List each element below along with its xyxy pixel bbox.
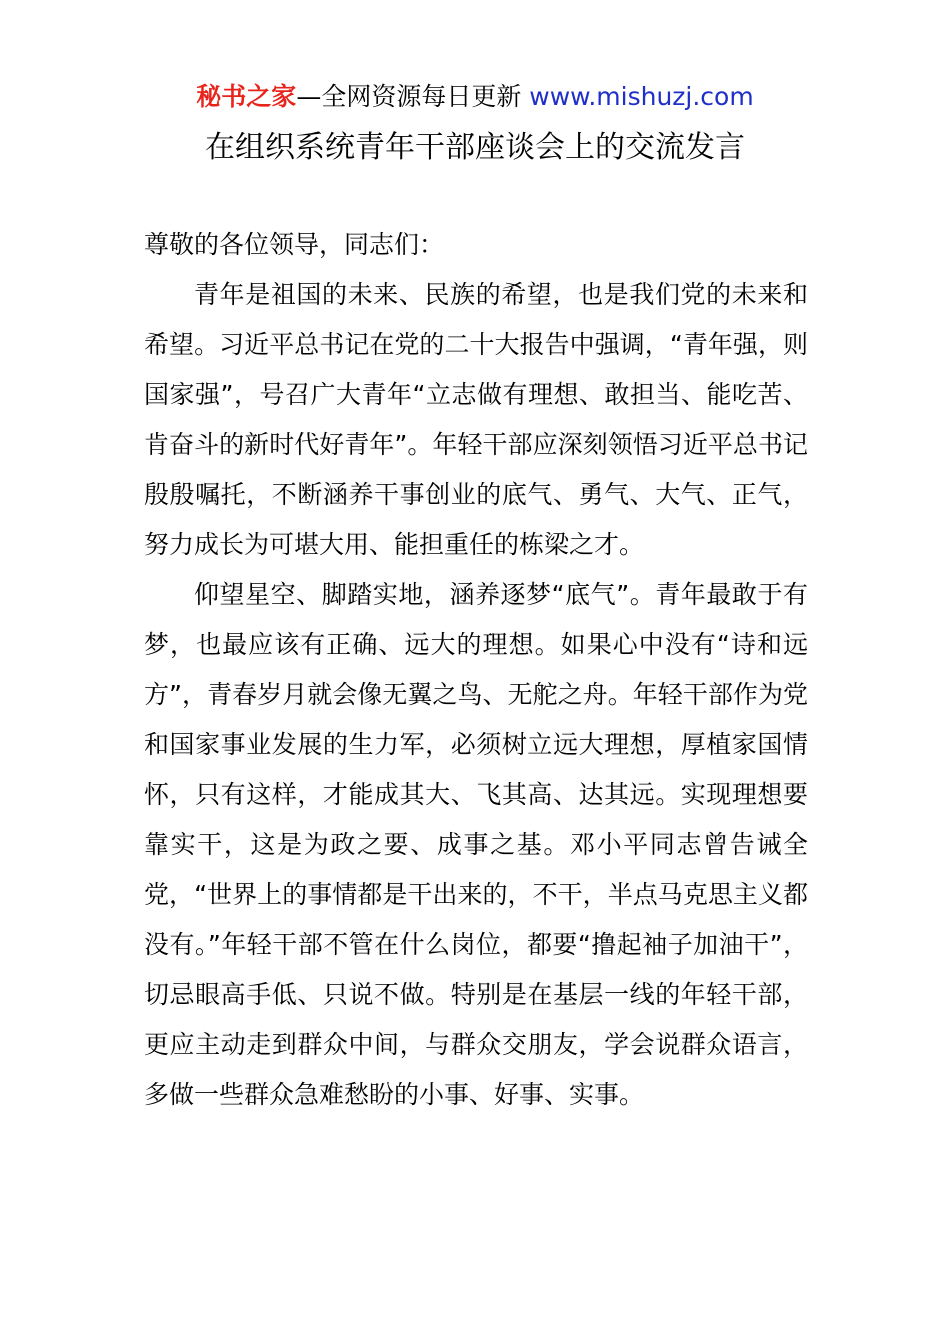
paragraph-1: 青年是祖国的未来、民族的希望，也是我们党的未来和希望。习近平总书记在党的二十大报告中强调，“青年强，则国家强”，号召广大青年“立志做有理想、敢担当、能吃苦、肯奋斗的新时代好青年”。年轻干部应深刻领悟习近平总书记殷殷嘱托，不断涵养干事创业的底气、勇气、大气、正气，努力成长为可堪大用、能担重任的栋梁之才。 [144, 280, 808, 559]
site-tagline: —全网资源每日更新 [296, 82, 522, 111]
document-title: 在组织系统青年干部座谈会上的交流发言 [205, 130, 745, 165]
paragraph-2: 仰望星空、脚踏实地，涵养逐梦“底气”。青年最敢于有梦，也最应该有正确、远大的理想。如果心中没有“诗和远方”，青春岁月就会像无翼之鸟、无舵之舟。年轻干部作为党和国家事业发展的生力军，必须树立远大理想，厚植家国情怀，只有这样，才能成其大、飞其高、达其远。实现理想要靠实干，这是为政之要、成事之基。邓小平同志曾告诫全党，“世界上的事情都是干出来的，不干，半点马克思主义都没有。”年轻干部不管在什么岗位，都要“撸起袖子加油干”，切忌眼高手低、只说不做。特别是在基层一线的年轻干部，更应主动走到群众中间，与群众交朋友，学会说群众语言，多做一些群众急难愁盼的小事、好事、实事。 [144, 580, 808, 1109]
salutation: 尊敬的各位领导，同志们： [144, 230, 445, 259]
site-brand: 秘书之家 [196, 82, 297, 111]
site-url-link[interactable]: www.mishuzj.com [529, 82, 754, 111]
site-header [0, 80, 950, 114]
document-body [144, 220, 808, 1120]
